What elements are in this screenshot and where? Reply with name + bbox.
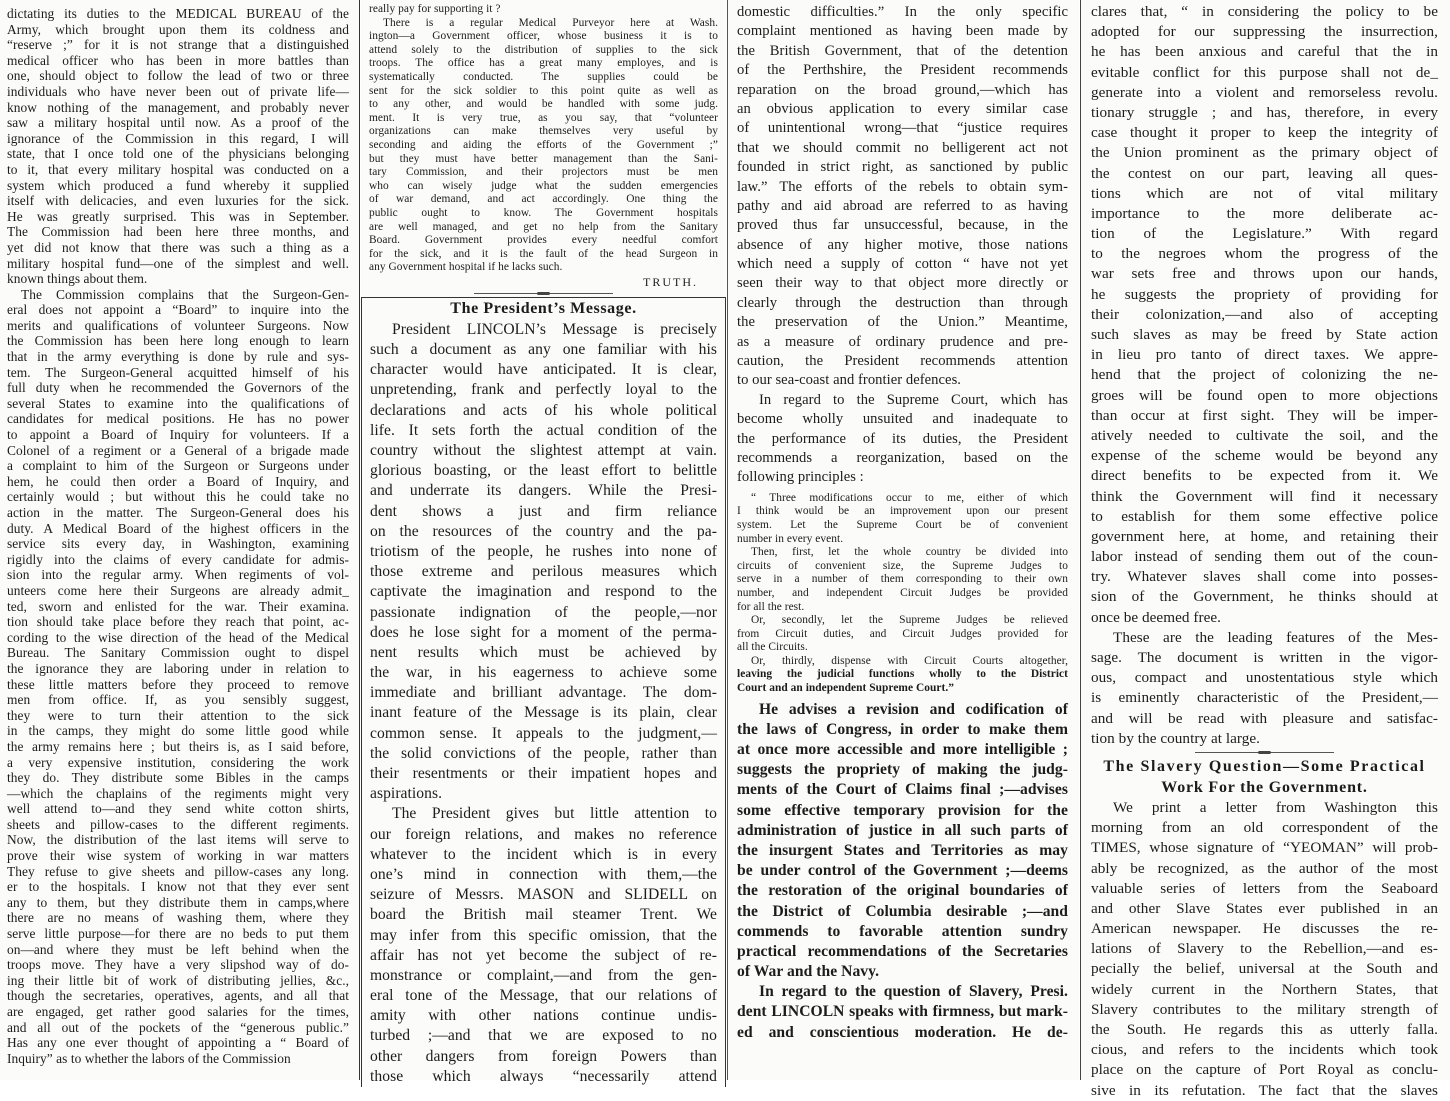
text-line: the District of Columbia desirable ;—and	[737, 902, 1068, 920]
text-line: and all out of the pockets of the “generous public.”	[7, 1019, 349, 1035]
text-line: pecially the belief, universal at the South and	[1091, 960, 1438, 978]
text-line: for the sick, and it is the fault of the head Surgeon in	[369, 247, 718, 260]
text-line: full duty when he recommended the Governors of the	[7, 380, 349, 396]
text-line: to it, that every military hospital was conducted on a	[7, 161, 349, 177]
text-line: though the secretaries, operatives, agents, and all that	[7, 988, 349, 1004]
text-line: sage. The document is written in the vigor-	[1091, 649, 1438, 666]
text-line: tions which are not of vital military	[1091, 184, 1438, 202]
section-divider	[369, 290, 718, 297]
text-line: circuits of convenient size, the Supreme Judges to	[737, 559, 1068, 572]
text-line: absence of any higher motive, those nations	[737, 236, 1068, 253]
text-line: an obvious application to every similar case	[737, 100, 1068, 117]
text-line: whatever to the incident which is in every	[370, 845, 717, 863]
text-line: of War and the Navy.	[737, 963, 880, 981]
text-line: adopted for our suppressing the insurrection,	[1091, 23, 1438, 41]
text-line: place on the capture of Port Royal as conclu-	[1091, 1061, 1438, 1079]
text-line: ment. It is very true, as you say, that “volunteer	[369, 111, 718, 124]
text-line: become wholly unsuited and inadequate to	[737, 411, 1068, 428]
text-line: sheets and pillow-cases to the different regiments.	[7, 816, 349, 832]
text-line: once be deemed free.	[1091, 608, 1222, 626]
text-line: they do. They distribute some Bibles in the camps	[7, 770, 349, 786]
text-line: cording to the wise direction of the head of the Medical	[7, 629, 349, 645]
text-line: inant feature of the Message is its plain, clear	[370, 704, 717, 722]
text-line: number in every event.	[737, 532, 844, 545]
text-line: hem, he could then order a Board of Inquiry, and	[7, 473, 349, 489]
text-line: Or, secondly, let the Supreme Judges be relieved	[751, 614, 1068, 627]
text-line: such a document as any one familiar with his	[370, 341, 717, 359]
text-line: nent results which must be achieved by	[370, 643, 717, 661]
text-line: Inquiry” as to whether the labors of the Commission	[7, 1050, 291, 1066]
text-line: the performance of its duties, the President	[737, 430, 1068, 447]
text-line: generate into a violent and remorseless revolu.	[1091, 83, 1438, 101]
text-line: dent LINCOLN speaks with firmness, but mark-	[737, 1003, 1068, 1021]
text-line: seen their way to that object more directly or	[737, 275, 1068, 292]
text-line: President LINCOLN’s Message is precisely	[392, 320, 717, 338]
text-line: at once more accessible and more intelligible ;	[737, 741, 1068, 759]
text-line: groes will be found open to more objections	[1091, 386, 1438, 404]
text-line: serve in a number of them corresponding to their own	[737, 573, 1068, 586]
text-line: organizations can make themselves very useful by	[369, 125, 718, 138]
text-line: proved thus far unsuccessful, because, in the	[737, 217, 1068, 234]
text-line: Now, the distribution of the last items will serve to	[7, 832, 349, 848]
letter-signature: TRUTH.	[643, 274, 698, 289]
text-line: We print a letter from Washington this	[1113, 798, 1438, 816]
text-line: he has been anxious and careful that the in	[1091, 43, 1438, 61]
text-line: to appoint a Board of Inquiry for volunteers. If a	[7, 427, 349, 443]
text-line: evitable conflict for this purpose shall not de_	[1091, 63, 1438, 81]
text-line: service sits every day, in Washington, examining	[7, 536, 349, 552]
text-line: The Commission had been here three months, and	[7, 224, 349, 240]
text-line: prove their wise system of working in war matters	[7, 848, 349, 864]
text-line: ted, sworn and enlisted for the war. Their examina.	[7, 598, 349, 614]
text-line: They refuse to give sheets and pillow-cases any long.	[7, 863, 349, 879]
text-line: system. Let the Supreme Court be of convenient	[737, 518, 1068, 531]
text-line: valuable series of letters from the Seaboard	[1091, 879, 1438, 897]
text-line: rigidly into the claims of every candidate for admis-	[7, 551, 349, 567]
text-line: ignorance of the Commission in this regard, I will	[7, 130, 349, 146]
text-line: cious, and refers to the incidents which took	[1091, 1041, 1438, 1059]
text-line: Army, which brought upon them its coldness and	[7, 21, 349, 37]
text-line: ous, compact and unostentatious style which	[1091, 669, 1438, 687]
column-3	[727, 0, 1079, 1080]
text-line: character would have anticipated. It is clear,	[370, 361, 717, 379]
text-line: law.” The efforts of the rebels to obtain sym-	[737, 178, 1068, 195]
supreme-court-quotation	[737, 492, 1068, 696]
text-line: but they must have better management than the Sani-	[369, 152, 718, 165]
column-2	[361, 0, 726, 1085]
text-line: number, and independent Circuit Judges be provided	[737, 586, 1068, 599]
text-line: are engaged, get rather good salaries for the times,	[7, 1004, 349, 1019]
text-line: labor instead of sending them out of the coun-	[1091, 548, 1438, 566]
text-line: candidates for medical positions. He has no power	[7, 411, 349, 427]
text-line: —which the chaplains of the regiments might very	[7, 785, 349, 801]
text-line: seizure of Messrs. MASON and SLIDELL on	[370, 886, 717, 904]
text-line: the British Government, that of the detention	[737, 42, 1068, 59]
text-line: founded in strict right, as sanctioned by public	[737, 159, 1068, 176]
text-line: to establish for them some effective police	[1091, 507, 1438, 525]
text-line: ed and conscientious moderation. He de-	[737, 1023, 1068, 1041]
text-line: Then, first, let the whole country be divided into	[751, 546, 1068, 559]
text-line: atively needed to cultivate the soil, and the	[1091, 426, 1438, 444]
text-line: those which always “necessarily attend	[370, 1067, 717, 1085]
text-line: duty. A Medical Board of the highest officers in the	[7, 520, 349, 536]
text-line: administration of justice in all such parts of	[737, 821, 1068, 839]
text-line: dictating its duties to the MEDICAL BUREAU of the	[7, 6, 349, 21]
text-line: ably be recognized, as the author of the most	[1091, 859, 1438, 877]
text-line: from Circuit duties, and Circuit Judges provided for	[737, 627, 1068, 640]
text-line: clearly through the destruction than through	[737, 294, 1068, 311]
text-line: tary Commission, and their projectors must be men	[369, 166, 718, 179]
text-line: The President gives but little attention to	[392, 805, 717, 823]
text-line: public ought to know. The Government hospitals	[369, 206, 718, 219]
presidents-message-article	[361, 297, 726, 1087]
presidents-message-continued-b	[737, 700, 1068, 1043]
text-line: there are no means of washing them, where they	[7, 910, 349, 926]
text-line: serve little purpose—for there are no beds to put them	[7, 926, 349, 942]
text-line: immediate and brilliant advantage. The dom-	[370, 684, 717, 702]
text-line: their colonization,—and also of accepting	[1091, 305, 1438, 323]
text-line: does he lose sight for a moment of the perma-	[370, 623, 717, 641]
text-line: pathy and aid abroad are referred to as having	[737, 197, 1068, 214]
text-line: than occur at first sight. They will be imper-	[1091, 406, 1438, 424]
text-line: government here, at home, and retaining their	[1091, 527, 1438, 545]
text-line: “reserve ;” for it is not strange that a distinguished	[7, 37, 349, 53]
text-line: any Government hospital if he lacks such.	[369, 261, 563, 274]
text-line: Court and an independent Supreme Court.”	[737, 682, 954, 695]
text-line: a very expensive institution, considering the work	[7, 754, 349, 770]
article-heading-slavery-question-line2: Work For the Government.	[1161, 778, 1368, 796]
text-line: tionary struggle ; and has, therefore, in every	[1091, 103, 1438, 121]
text-line: the ignorance they are laboring under in relation to	[7, 660, 349, 676]
text-line: board the British mail steamer Trent. We	[370, 906, 717, 924]
text-line: complaint mentioned as having been made by	[737, 23, 1068, 40]
text-line: other dangers from foreign Powers than	[370, 1047, 717, 1065]
letter-conclusion	[369, 3, 718, 290]
text-line: all the Circuits.	[737, 641, 808, 654]
text-line: ington—a Government officer, whose business it is to	[369, 30, 718, 43]
text-line: lations of Slavery to the Rebellion,—and es-	[1091, 940, 1438, 958]
text-line: seconding and aiding the efforts of the Government ;”	[369, 138, 718, 151]
text-line: military hospital fund—one of the simplest and well.	[7, 255, 349, 271]
text-line: in lieu pro tanto of direct taxes. We appre-	[1091, 346, 1438, 364]
text-line: TIMES, whose signature of “YEOMAN” will prob-	[1091, 839, 1438, 857]
text-line: itself with delicacies, and even luxuries for the sick.	[7, 193, 349, 209]
text-line: those extreme and perilous measures which	[370, 563, 717, 581]
text-line: dent shows a just and firm reliance	[370, 502, 717, 520]
article-heading-slavery-question-line1: The Slavery Question—Some Practical	[1103, 757, 1426, 775]
text-line: war sets free and throws upon our hands,	[1091, 265, 1438, 283]
text-line: in the camps, they might do some little good while	[7, 723, 349, 739]
text-line: the preservation of the Union.” Meantime,	[737, 314, 1068, 331]
text-line: he suggests the propriety of providing for	[1091, 285, 1438, 303]
text-line: life. It sets forth the actual condition of the	[370, 421, 717, 439]
text-line: following principles :	[737, 469, 864, 486]
text-line: tion of the Legislature.” With regard	[1091, 225, 1438, 243]
text-line: such slaves as may be freed by State action	[1091, 326, 1438, 343]
text-line: importance to the more deliberate ac-	[1091, 204, 1438, 222]
text-line: on—and where they must be left behind when the	[7, 941, 349, 957]
text-line: commends to favorable attention sundry	[737, 922, 1068, 940]
text-line: In regard to the Supreme Court, which has	[759, 391, 1068, 408]
text-line: direct benefits to be expected from it. We	[1091, 467, 1438, 485]
text-line: and will be read with pleasure and satisfac-	[1091, 709, 1438, 727]
text-line: systematically conducted. The supplies could be	[369, 70, 718, 83]
text-line: is eminently characteristic of the President,—	[1091, 689, 1438, 707]
text-line: country without the slightest attempt at vain.	[370, 442, 717, 459]
column-1-text	[7, 6, 349, 1066]
text-line: that we should commit no belligerent act not	[737, 139, 1068, 156]
column-4	[1080, 0, 1450, 1099]
text-line: these little matters before they proceed to remove	[7, 676, 349, 692]
text-line: tem. The Surgeon-General acquitted himself of his	[7, 364, 349, 380]
text-line: hend that the project of colonizing the ne-	[1091, 366, 1438, 384]
text-line: practical recommendations of the Secretaries	[737, 942, 1068, 960]
text-line: that in the army everything is done by rule and sys-	[7, 349, 349, 365]
text-line: attend solely to the distribution of supplies to the sick	[369, 43, 718, 56]
text-line: monstrance or complaint,—and from the gen-	[370, 966, 717, 984]
text-line: sion of the Government, he thinks should at	[1091, 588, 1438, 606]
presidents-message-conclusion	[1091, 2, 1438, 749]
text-line: individuals who have never been out of private life—	[7, 83, 349, 99]
text-line: our foreign relations, and makes no reference	[370, 825, 717, 843]
text-line: one’s mind in connection with them,—the	[370, 865, 717, 883]
text-line: merits and qualifications of volunteer Surgeons. Now	[7, 317, 349, 333]
text-line: sent for the sick soldier to this point quite as well as	[369, 84, 718, 97]
text-line: tion should take place before they reach that point, ac-	[7, 614, 349, 630]
text-line: the contest on our part, leaving all ques-	[1091, 164, 1438, 182]
column-1-letter-continuation	[0, 0, 360, 1080]
text-line: certainly would ; but without this he could take no	[7, 489, 349, 505]
text-line: men from office. If, as you sensibly suggest,	[7, 692, 349, 708]
text-line: think the Government will find it necessary	[1091, 487, 1438, 505]
text-line: which need a supply of cotton “ have not yet	[737, 256, 1068, 273]
text-line: try. Whatever slaves shall come into posses-	[1091, 568, 1438, 586]
text-line: to the negroes whom the progress of the	[1091, 245, 1438, 263]
text-line: troops move. They have a very slipshod way of do-	[7, 957, 349, 973]
text-line: tion by the country at large.	[1091, 729, 1261, 747]
text-line: ing their little bit of work of distributing jellies, &c.,	[7, 972, 349, 988]
text-line: known things about them.	[7, 271, 148, 287]
text-line: really pay for supporting it ?	[369, 3, 501, 15]
text-line: know nothing of the management, and probably never	[7, 99, 349, 115]
text-line: passionate indignation of the people,—nor	[370, 603, 717, 621]
text-line: These are the leading features of the Mes-	[1113, 628, 1438, 646]
text-line: “ Three modifications occur to me, either of which	[751, 491, 1068, 504]
text-line: for all the rest.	[737, 600, 805, 613]
text-line: declarations and acts of his whole political	[370, 401, 717, 419]
text-line: unteers come here their Surgeons are already admit_	[7, 582, 349, 598]
text-line: and underrate its dangers. While the Presi-	[370, 482, 717, 500]
text-line: unpretending, frank and perfectly loyal to the	[370, 381, 717, 399]
text-line: the Union prominent as the primary object of	[1091, 144, 1438, 162]
text-line: triotism of the people, he rushes into none of	[370, 542, 717, 560]
text-line: aspirations.	[370, 785, 443, 803]
text-line: caution, the President recommends attention	[737, 353, 1068, 370]
text-line: state, that I once told one of the physicians belonging	[7, 146, 349, 162]
text-line: sive in its refutation. The fact that the slaves	[1091, 1081, 1438, 1099]
text-line: expense of the scheme would be beyond any	[1091, 447, 1438, 465]
section-divider	[1091, 749, 1438, 756]
text-line: case thought it proper to keep the integrity of	[1091, 124, 1438, 142]
text-line: on the resources of the country and the pa-	[370, 522, 717, 540]
text-line: recommends a reorganization, based on the	[737, 449, 1068, 466]
text-line: some effective temporary provision for the	[737, 801, 1068, 819]
text-line: system which produced a fund whereby it supplied	[7, 177, 349, 193]
article-heading-presidents-message: The President’s Message.	[450, 299, 637, 317]
presidents-message-continued-a	[737, 3, 1068, 488]
text-line: turbed ;—and that we are exposed to no	[370, 1027, 717, 1045]
text-line: well attend to—and they send white cotton shirts,	[7, 801, 349, 817]
text-line: clares that, “ in considering the policy to be	[1091, 3, 1438, 20]
text-line: leaving the judicial functions wholly to the District	[737, 668, 1068, 681]
text-line: He was greatly surprised. This was in September.	[7, 208, 349, 224]
text-line: as a measure of ordinary prudence and pre-	[737, 333, 1068, 350]
text-line: American newspaper. He discusses the re-	[1091, 920, 1438, 938]
text-line: a complaint to him of the Surgeon or Surgeons under	[7, 458, 349, 474]
text-line: domestic difficulties.” In the only specific	[737, 4, 1068, 20]
presidents-message-body	[370, 320, 717, 1087]
text-line: who can wisely judge what the sudden emergencies	[369, 179, 718, 192]
text-line: The Commission complains that the Surgeon-Gen-	[21, 286, 349, 302]
text-line: be under control of the Government ;—deems	[737, 862, 1068, 880]
text-line: captivate the imagination and respond to the	[370, 583, 717, 601]
text-line: to any other, and would be handled with some judg.	[369, 98, 718, 111]
text-line: the war, in his eagerness to achieve some	[370, 664, 717, 682]
text-line: they were to turn their attention to the sick	[7, 707, 349, 723]
text-line: suggests the propriety of making the judg-	[737, 761, 1068, 779]
text-line: to our sea-coast and frontier defences.	[737, 372, 961, 389]
text-line: medical officer who has been in more battles than	[7, 52, 349, 68]
text-line: eral does not appoint a “Board” to inquire into the	[7, 302, 349, 318]
text-line: troops. The office has a great many employes, and is	[369, 57, 718, 70]
text-line: action in the matter. The Surgeon-General does his	[7, 505, 349, 520]
text-line: of the Perthshire, the President recommends	[737, 62, 1068, 79]
text-line: affair has not yet become the subject of re-	[370, 946, 717, 964]
text-line: one, should object to follow the lead of two or three	[7, 68, 349, 84]
text-line: the insurgent States and Territories as may	[737, 841, 1068, 859]
text-line: may infer from this specific omission, that the	[370, 926, 717, 944]
text-line: glorious boasting, or the least effort to belittle	[370, 462, 717, 480]
text-line: Board. Government provides every needful comfort	[369, 234, 718, 247]
text-line: several States to examine into the qualifications of	[7, 395, 349, 411]
text-line: saw a military hospital until now. As a proof of the	[7, 115, 349, 131]
text-line: There is a regular Medical Purveyor here at Wash.	[383, 16, 718, 29]
slavery-question-body	[1091, 798, 1438, 1101]
text-line: yet did not know that there was such a thing as a	[7, 239, 349, 255]
text-line: Bureau. The Sanitary Commission ought to dispel	[7, 645, 349, 661]
text-line: He advises a revision and codification of	[759, 700, 1068, 718]
letter-text	[369, 3, 718, 275]
text-line: the army remains here ; but theirs is, as I said before,	[7, 738, 349, 754]
text-line: the restoration of the original boundaries of	[737, 882, 1068, 900]
text-line: the solid convictions of the people, rather than	[370, 744, 717, 762]
text-line: er to the hospitals. I know not that they ever sent	[7, 879, 349, 895]
text-line: ments of the Court of Claims final ;—advises	[737, 781, 1068, 799]
text-line: sion into the regular army. When regiments of vol-	[7, 567, 349, 583]
text-line: Colonel of a regiment or a General of a brigade made	[7, 442, 349, 458]
text-line: I think would be an improvement upon our present	[737, 505, 1068, 518]
text-line: Or, thirdly, dispense with Circuit Courts altogether,	[751, 654, 1068, 667]
text-line: In regard to the question of Slavery, Presi.	[759, 983, 1068, 1001]
text-line: their resentments or their impatient hopes and	[370, 765, 717, 782]
text-line: Has any one ever thought of appointing a “ Board of	[7, 1035, 349, 1051]
text-line: Slavery contributes to the military strength of	[1091, 1000, 1438, 1018]
text-line: the Commission has been here long enough to learn	[7, 333, 349, 349]
text-line: widely current in the Northern States, that	[1091, 980, 1438, 998]
text-line: the laws of Congress, in order to make them	[737, 720, 1068, 738]
text-line: morning from an old correspondent of the	[1091, 819, 1438, 837]
text-line: common sense. It appeals to the judgment,—	[370, 724, 717, 742]
text-line: of war demand, and act accordingly. One thing the	[369, 193, 718, 206]
text-line: reparation on the broad ground,—which has	[737, 81, 1068, 98]
text-line: are well managed, and get no help from the Sanitary	[369, 220, 718, 233]
text-line: the South. He regards this as utterly falla.	[1091, 1021, 1438, 1038]
text-line: amity with other nations continue undis-	[370, 1007, 717, 1025]
text-line: and other Slave States ever published in an	[1091, 899, 1438, 917]
text-line: of unintentional wrong—that “justice requires	[737, 120, 1068, 137]
text-line: eral tone of the Message, that our relations of	[370, 987, 717, 1005]
text-line: any to them, but they distribute them in camps,where	[7, 894, 349, 910]
